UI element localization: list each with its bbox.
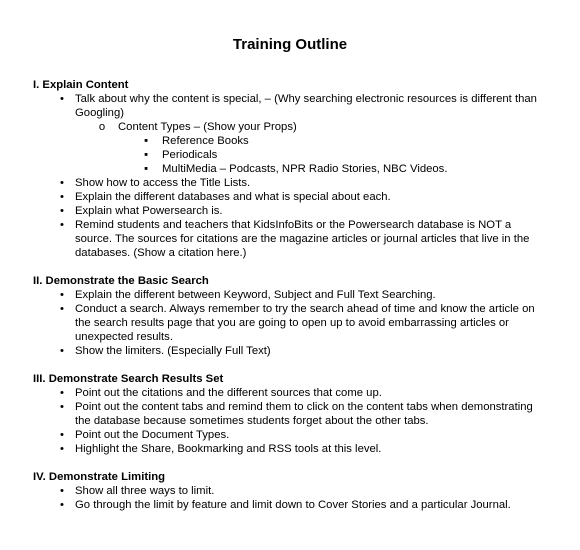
list-item [33, 386, 550, 400]
list-item-text: Content Types – (Show your Props) [118, 121, 297, 133]
list-item [33, 148, 550, 162]
bullet-disc-icon: • [60, 401, 64, 413]
bullet-disc-icon: • [60, 219, 64, 231]
bullet-list [33, 484, 550, 512]
bullet-disc-icon: • [60, 443, 64, 455]
bullet-list [33, 288, 550, 358]
list-item-text: Reference Books [162, 135, 249, 147]
list-item-text: Point out the content tabs and remind them to click on the content tabs when demonstrating the database because sometimes students forget about the other tabs. [75, 401, 533, 427]
bullet-disc-icon: • [60, 205, 64, 217]
bullet-disc-icon: • [60, 177, 64, 189]
list-item-text: Explain the different between Keyword, Subject and Full Text Searching. [75, 289, 436, 301]
list-item-text: Talk about why the content is special, – (Why searching electronic resources is different than Googling) [75, 93, 537, 119]
list-item-text: Point out the citations and the different sources that come up. [75, 387, 382, 399]
bullet-disc-icon: • [60, 485, 64, 497]
list-item [33, 498, 550, 512]
bullet-disc-icon: • [60, 387, 64, 399]
document-title: Training Outline [232, 36, 348, 53]
bullet-disc-icon: • [60, 191, 64, 203]
section-search-results [33, 372, 550, 456]
list-item [33, 120, 550, 176]
list-item [33, 288, 550, 302]
list-item-text: Show all three ways to limit. [75, 485, 215, 497]
bullet-list [33, 92, 550, 260]
list-item-text: Explain what Powersearch is. [75, 205, 223, 217]
bullet-disc-icon: • [60, 93, 64, 105]
bullet-square-icon: ▪ [143, 163, 148, 175]
list-item [33, 218, 550, 260]
list-item [33, 92, 550, 120]
section-basic-search [33, 274, 550, 358]
list-item-text: Point out the Document Types. [75, 429, 230, 441]
section-explain-content [33, 78, 550, 260]
bullet-disc-icon: • [60, 499, 64, 511]
section-heading: I. Explain Content [33, 79, 129, 91]
list-item-text: Remind students and teachers that KidsInfoBits or the Powersearch database is NOT a source. The sources for citations are the magazine articles or journal articles that live in the databases. (Show a citation here.) [75, 219, 530, 259]
bullet-disc-icon: • [60, 289, 64, 301]
list-item [33, 302, 550, 344]
sub-list [75, 120, 550, 176]
list-item-text: Explain the different databases and what is special about each. [75, 191, 391, 203]
list-item-text: Show how to access the Title Lists. [75, 177, 251, 189]
list-item-text: Show the limiters. (Especially Full Text) [75, 345, 271, 357]
bullet-list [33, 386, 550, 456]
list-item [33, 400, 550, 428]
bullet-circle-icon: o [98, 121, 106, 133]
list-item-text: Periodicals [162, 149, 218, 161]
section-limiting [33, 470, 550, 512]
list-item [33, 204, 550, 218]
list-item [33, 190, 550, 204]
section-heading: IV. Demonstrate Limiting [33, 471, 166, 483]
bullet-disc-icon: • [60, 429, 64, 441]
list-item [33, 344, 550, 358]
list-item [33, 484, 550, 498]
list-item-text: Go through the limit by feature and limit down to Cover Stories and a particular Journal. [75, 499, 511, 511]
list-item-text: Highlight the Share, Bookmarking and RSS tools at this level. [75, 443, 382, 455]
bullet-disc-icon: • [60, 345, 64, 357]
sub-sub-list [118, 134, 550, 176]
list-item [33, 428, 550, 442]
list-item-text: MultiMedia – Podcasts, NPR Radio Stories, NBC Videos. [162, 163, 448, 175]
list-item [33, 176, 550, 190]
list-item [33, 120, 550, 176]
list-item [33, 162, 550, 176]
bullet-square-icon: ▪ [143, 149, 148, 161]
bullet-square-icon: ▪ [143, 135, 148, 147]
list-item-text: Conduct a search. Always remember to try the search ahead of time and know the article on the search results page that you are going to open up to avoid embarrassing articles or unexpected results. [75, 303, 535, 343]
list-item [33, 134, 550, 148]
bullet-disc-icon: • [60, 303, 64, 315]
outline-body [33, 78, 550, 526]
section-heading: III. Demonstrate Search Results Set [33, 373, 224, 385]
section-heading: II. Demonstrate the Basic Search [33, 275, 209, 287]
list-item [33, 442, 550, 456]
